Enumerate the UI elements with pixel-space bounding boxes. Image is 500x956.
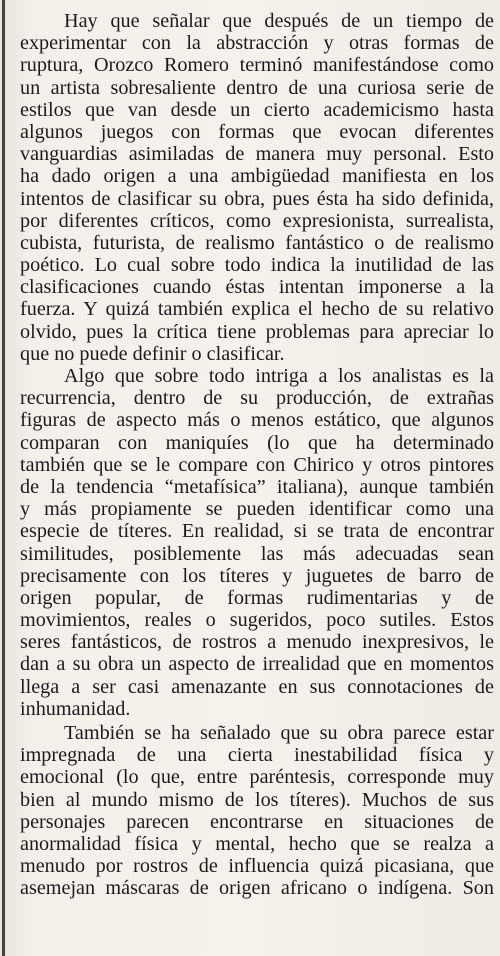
text-line: que no puede definir o clasificar.	[20, 342, 285, 365]
text-line: emocional (lo que, entre paréntesis, corresponde muy	[20, 766, 494, 789]
text-line: ha dado origen a una ambigüedad manifiesta en los	[20, 165, 494, 188]
text-line: Hay que señalar que después de un tiempo de	[64, 10, 494, 32]
text-line: ruptura, Orozco Romero terminó manifestándose como	[20, 54, 494, 77]
text-line: cubista, futurista, de realismo fantástico o de realismo	[20, 231, 494, 254]
paragraph-3	[20, 722, 494, 900]
text-line: dan a su obra un aspecto de irrealidad que en momentos	[20, 653, 494, 676]
text-line: intentos de clasificar su obra, pues ésta ha sido definida,	[20, 187, 494, 210]
text-line: seres fantásticos, de rostros a menudo inexpresivos, le	[20, 631, 494, 654]
paragraph-2	[20, 365, 494, 720]
text-line: clasificaciones cuando éstas intentan imponerse a la	[20, 276, 494, 299]
text-line: asemejan máscaras de origen africano o indígena. Son	[20, 877, 494, 900]
text-line: similitudes, posiblemente las más adecuadas sean	[20, 542, 494, 565]
text-line: También se ha señalado que su obra parece estar	[64, 722, 494, 744]
text-line: y más propiamente se pueden identificar como una	[20, 498, 494, 521]
text-line: precisamente con los títeres y juguetes de barro de	[20, 564, 494, 587]
text-line: origen popular, de formas rudimentarias y de	[20, 586, 494, 609]
text-line: algunos juegos con formas que evocan diferentes	[20, 120, 494, 143]
text-line: personajes parecen encontrarse en situaciones de	[20, 810, 494, 833]
text-line: de la tendencia “metafísica” italiana), aunque también	[20, 475, 494, 498]
paragraph-1	[20, 10, 494, 365]
text-line: llega a ser casi amenazante en sus connotaciones de	[20, 675, 494, 698]
text-line: un artista sobresaliente dentro de una curiosa serie de	[20, 76, 494, 99]
text-line: estilos que van desde un cierto academicismo hasta	[20, 98, 494, 121]
text-line: figuras de aspecto más o menos estático, que algunos	[20, 409, 494, 432]
text-line: bien al mundo mismo de los títeres). Muchos de sus	[20, 788, 494, 811]
text-line: inhumanidad.	[20, 697, 131, 720]
text-line: poético. Lo cual sobre todo indica la inutilidad de las	[20, 254, 494, 277]
text-line: impregnada de una cierta inestabilidad física y	[20, 744, 494, 767]
body-text	[20, 10, 494, 900]
text-line: movimientos, reales o sugeridos, poco sutiles. Estos	[20, 609, 494, 632]
text-line: experimentar con la abstracción y otras formas de	[20, 32, 494, 55]
text-line: fuerza. Y quizá también explica el hecho de su relativo	[20, 298, 494, 321]
text-line: anormalidad física y mental, hecho que se realza a	[20, 832, 494, 855]
text-line: olvido, pues la crítica tiene problemas para apreciar lo	[20, 320, 494, 343]
text-line: especie de títeres. En realidad, si se trata de encontrar	[20, 520, 494, 543]
page-edge-rule	[2, 0, 5, 956]
text-line: también que se le compare con Chirico y otros pintores	[20, 453, 494, 476]
text-line: vanguardias asimiladas de manera muy personal. Esto	[20, 143, 494, 166]
text-line: comparan con maniquíes (lo que ha determinado	[20, 431, 494, 454]
text-line: Algo que sobre todo intriga a los analistas es la	[64, 365, 494, 387]
text-line: menudo por rostros de influencia quizá picasiana, que	[20, 855, 494, 878]
text-line: por diferentes críticos, como expresionista, surrealista,	[20, 209, 494, 232]
text-line: recurrencia, dentro de su producción, de extrañas	[20, 387, 494, 410]
